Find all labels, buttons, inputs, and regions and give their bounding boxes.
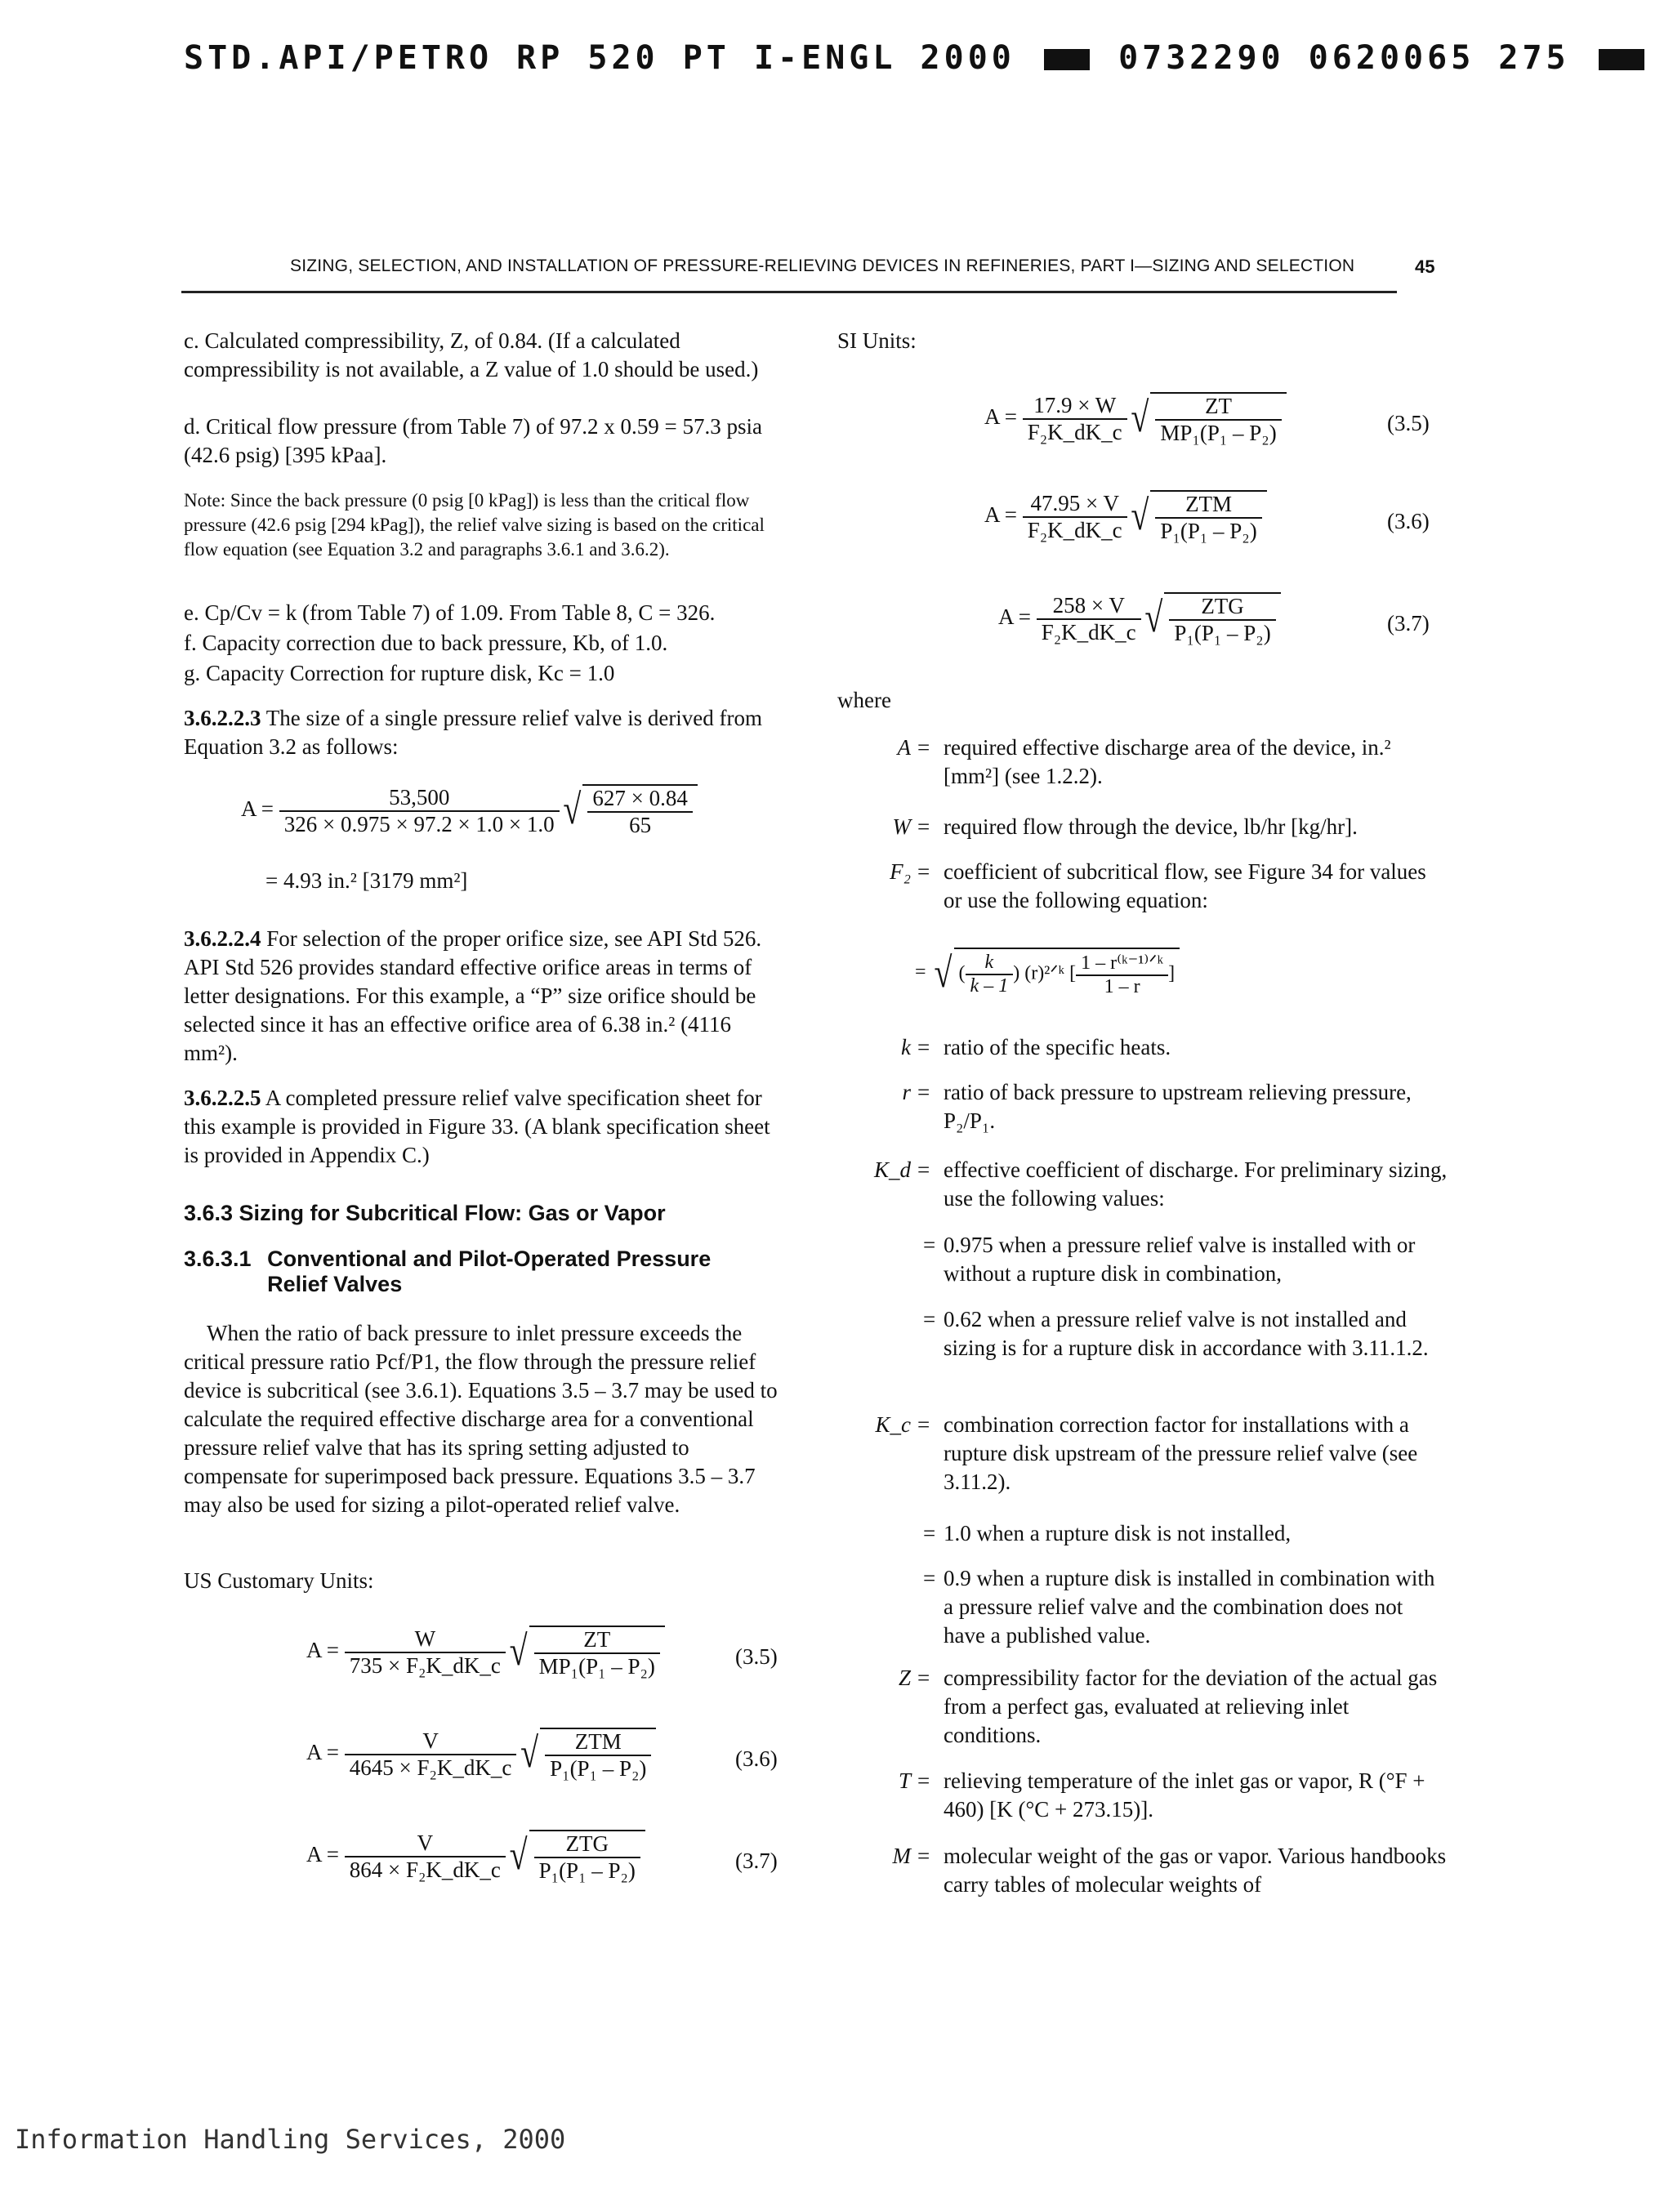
def-Kc-value-2: = 0.9 when a rupture disk is installed in combination with a pressure relief valve and the combination does not have a published value. <box>923 1566 1435 1648</box>
running-title: SIZING, SELECTION, AND INSTALLATION OF PRESSURE-RELIEVING DEVICES IN REFINERIES, PART I—SIZING AND SELECTION <box>290 256 1355 275</box>
redaction-block <box>1044 49 1090 70</box>
def-M: M = molecular weight of the gas or vapor. Various handbooks carry tables of molecular weights of <box>892 1844 1447 1897</box>
def-A: A = required effective discharge area of the device, in.² [mm²] (see 1.2.2). <box>897 735 1391 788</box>
calc-root: √ $\frac{627 \times 0.84}{65}$ <box>582 784 697 838</box>
document-stamp: STD.API/PETRO RP 520 PT I-ENGL 2000 0732290 0620065 275 <box>184 39 1649 77</box>
si-eq-label-3-6: (3.6) <box>1387 509 1430 533</box>
def-k: k = ratio of the specific heats. <box>901 1035 1171 1059</box>
eq-label-3-6: (3.6) <box>735 1746 778 1771</box>
note-block: Note: Since the back pressure (0 psig [0 kPag]) is less than the critical flow pressure (42.6 psig [294 kPag]), the relief valve sizing is based on the critical flow equation (see Equation 3.2 and paragraphs 3.6.1 and 3.6.2). <box>184 490 765 560</box>
para-3-6-2-2-4: 3.6.2.2.4 For selection of the proper orifice size, see API Std 526. API Std 526 provides standard effective orifice areas in terms of letter designations. For this example, a “P” size orifice should be selected since it has an effective orifice area of 6.38 in.² (4116 mm²). <box>184 926 762 1065</box>
heading-3-6-3: 3.6.3 Sizing for Subcritical Flow: Gas or Vapor <box>184 1201 666 1225</box>
page-number: 45 <box>1415 256 1435 277</box>
si-eq-label-3-7: (3.7) <box>1387 611 1430 636</box>
si-eq-label-3-5: (3.5) <box>1387 411 1430 435</box>
item-e: e. Cp/Cv = k (from Table 7) of 1.09. From Table 8, C = 326. <box>184 600 716 625</box>
item-f: f. Capacity correction due to back pressure, Kb, of 1.0. <box>184 631 668 655</box>
header-rule <box>181 291 1397 293</box>
si-equation-3-5: A = $\frac{17.9 \times W}{\text{F₂K\_dK\_c}}$ √ $\frac{ZT}{\text{MP₁(P₁ – P₂)}}$ <box>984 392 1287 446</box>
def-Kc-value-1: = 1.0 when a rupture disk is not installed, <box>923 1521 1292 1545</box>
si-units-label: SI Units: <box>837 328 917 353</box>
item-g: g. Capacity Correction for rupture disk, Kc = 1.0 <box>184 661 615 685</box>
us-equation-3-6: A = $\frac{V}{\text{4645 × F₂K\_dK\_c}}$ √ $\frac{\text{ZTM}}{\text{P₁(P₁ – P₂)}}$ <box>306 1728 656 1782</box>
para-subcritical: When the ratio of back pressure to inlet pressure exceeds the critical pressure ratio Pcf/P1, the flow through the pressure relief device is subcritical (see 3.6.1). Equations 3.5 – 3.7 may be used to calculate the required effective discharge area for a conventional pressure relief valve that has its spring setting adjusted to compensate for superimposed back pressure. Equations 3.5 – 3.7 may also be used for sizing a pilot-operated relief valve. <box>184 1321 778 1517</box>
def-r: r = ratio of back pressure to upstream relieving pressure, P₂/P₁. <box>902 1080 1412 1133</box>
def-Kd-value-1: = 0.975 when a pressure relief valve is installed with or without a rupture disk in combination, <box>923 1233 1416 1286</box>
f2-equation: = √ ( $\frac{k}{k - 1}$ ) (r)²ᐟᵏ [ $\frac{\text{1 – r⁽ᵏ⁻¹⁾ᐟᵏ}}{1 - r}$ ] <box>915 948 1180 998</box>
def-Kd: K_d = effective coefficient of discharge. For preliminary sizing, use the following values: <box>873 1157 1448 1211</box>
calc-equation: A = $\frac{53,500}{326 \times 0.975 \times 97.2 \times 1.0 \times 1.0}$ √ $\frac{627 \times 0.84}{65}$ <box>241 784 698 838</box>
us-units-label: US Customary Units: <box>184 1568 374 1593</box>
where-label: where <box>837 688 891 712</box>
footer-source: Information Handling Services, 2000 <box>15 2124 566 2155</box>
heading-3-6-3-1: 3.6.3.1 Conventional and Pilot-Operated Pressure Relief Valves <box>184 1246 712 1296</box>
para-3-6-2-2-3: 3.6.2.2.3 The size of a single pressure relief valve is derived from Equation 3.2 as follows: <box>184 706 763 759</box>
def-Kc: K_c = combination correction factor for installations with a rupture disk upstream of the pressure relief valve (see 3.11.2). <box>875 1412 1418 1494</box>
item-c: c. Calculated compressibility, Z, of 0.84. (If a calculated compressibility is not available, a Z value of 1.0 should be used.) <box>184 328 759 381</box>
si-equation-3-7: A = $\frac{258 \times V}{\text{F₂K\_dK\_c}}$ √ $\frac{\text{ZTG}}{\text{P₁(P₁ – P₂)}}$ <box>998 592 1281 646</box>
def-W: W = required flow through the device, lb/hr [kg/hr]. <box>892 814 1358 839</box>
calc-fraction: $\frac{53,500}{326 \times 0.975 \times 97.2 \times 1.0 \times 1.0}$ <box>279 785 560 837</box>
si-equation-3-6: A = $\frac{47.95 \times V}{\text{F₂K\_dK\_c}}$ √ $\frac{\text{ZTM}}{\text{P₁(P₁ – P₂)}}$ <box>984 490 1267 544</box>
def-Kd-value-2: = 0.62 when a pressure relief valve is not installed and sizing is for a rupture disk in accordance with 3.11.1.2. <box>923 1307 1429 1360</box>
us-equation-3-5: A = $\frac{W}{\text{735 × F₂K\_dK\_c}}$ √ $\frac{ZT}{\text{MP₁(P₁ – P₂)}}$ <box>306 1626 665 1679</box>
eq-label-3-7: (3.7) <box>735 1849 778 1873</box>
redaction-block-end <box>1599 49 1644 70</box>
eq-label-3-5: (3.5) <box>735 1644 778 1669</box>
us-equation-3-7: A = $\frac{V}{\text{864 × F₂K\_dK\_c}}$ √ $\frac{\text{ZTG}}{\text{P₁(P₁ – P₂)}}$ <box>306 1830 645 1884</box>
def-T: T = relieving temperature of the inlet gas or vapor, R (°F + 460) [K (°C + 273.15)]. <box>898 1768 1425 1822</box>
calc-result: = 4.93 in.² [3179 mm²] <box>265 868 468 893</box>
para-3-6-2-2-5: 3.6.2.2.5 A completed pressure relief valve specification sheet for this example is provided in Figure 33. (A blank specification sheet is provided in Appendix C.) <box>184 1086 770 1167</box>
def-F2: F₂ = coefficient of subcritical flow, see Figure 34 for values or use the following equation: <box>890 859 1426 912</box>
section-number: 3.6.2.2.3 <box>184 706 261 730</box>
def-Z: Z = compressibility factor for the deviation of the actual gas from a perfect gas, evaluated at relieving inlet conditions. <box>898 1666 1438 1747</box>
item-d: d. Critical flow pressure (from Table 7) of 97.2 x 0.59 = 57.3 psia (42.6 psig) [395 kPaa]. <box>184 414 762 467</box>
